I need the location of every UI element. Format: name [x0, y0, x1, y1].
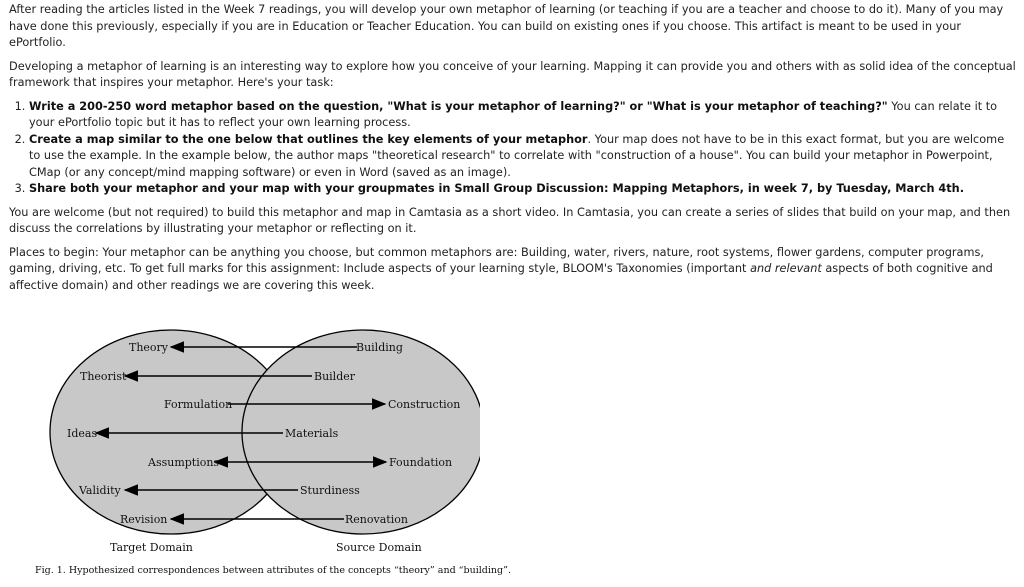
term-theorist: Theorist: [80, 370, 127, 383]
term-builder: Builder: [314, 370, 356, 383]
term-validity: Validity: [79, 484, 121, 497]
figure-caption: Fig. 1. Hypothesized correspondences between attributes of the concepts “theory” and “building”.: [35, 565, 511, 576]
places-text-2: aspects of both cognitive and affective domain) and other readings we are covering this week.: [9, 262, 993, 292]
term-construction: Construction: [388, 398, 461, 411]
task-item: [29, 181, 1017, 198]
source-domain-label: Source Domain: [336, 541, 422, 554]
task-bold: Write a 200-250 word metaphor based on the question, "What is your metaphor of learning?" or "What is your metaphor of teaching?": [29, 99, 888, 113]
task-rest: You can relate it to your ePortfolio topic but it has to reflect your own learning process.: [29, 99, 998, 129]
task-rest: . Your map does not have to be in this exact format, but you are welcome to use the example. In the example below, the author maps "theoretical research" to correlate with "construction of a house". You can build your metaphor in Powerpoint, CMap (or any concept/mind mapping software) or even in Word (saved as an image).: [29, 132, 1005, 179]
task-item: [29, 132, 1017, 182]
target-domain-label: Target Domain: [110, 541, 193, 554]
developing-paragraph: Developing a metaphor of learning is an interesting way to explore how you conceive of your learning. Mapping it can provide you and others with as solid idea of the conceptual framework that inspires your metaphor. Here's your task:: [9, 59, 1016, 89]
term-revision: Revision: [120, 513, 168, 526]
places-paragraph: [9, 245, 1017, 295]
term-foundation: Foundation: [389, 456, 453, 469]
task-bold: Share both your metaphor and your map with your groupmates in Small Group Discussion: Mapping Metaphors, in week 7, by Tuesday, March 4th.: [29, 182, 965, 195]
camtasia-paragraph: You are welcome (but not required) to build this metaphor and map in Camtasia as a short video. In Camtasia, you can create a series of slides that build on your map, and then discuss the correlations by illustrating your metaphor or reflecting on it.: [9, 205, 1011, 235]
term-theory: Theory: [129, 341, 169, 354]
term-ideas: Ideas: [67, 427, 98, 440]
places-text-1: Places to begin: Your metaphor can be anything you choose, but common metaphors are: Building, water, rivers, nature, root systems, flower gardens, computer programs, gaming, driving, etc. To get full marks for this assignment: Include aspects of your learning style, BLOOM's Taxonomies (important: [9, 245, 984, 275]
assignment-text: [9, 2, 1017, 301]
term-assumptions: Assumptions: [148, 456, 220, 469]
source-domain-circle: [242, 330, 480, 534]
term-building: Building: [356, 341, 403, 354]
places-italic: and relevant: [750, 262, 822, 275]
term-sturdiness: Sturdiness: [300, 484, 360, 497]
term-formulation: Formulation: [164, 398, 233, 411]
metaphor-map-diagram: [0, 328, 480, 564]
task-bold: Create a map similar to the one below that outlines the key elements of your metaphor: [29, 132, 588, 146]
task-list: [9, 99, 1017, 198]
task-item: [29, 99, 1017, 132]
term-renovation: Renovation: [345, 513, 408, 526]
term-materials: Materials: [285, 427, 339, 440]
intro-paragraph: After reading the articles listed in the Week 7 readings, you will develop your own metaphor of learning (or teaching if you are a teacher and choose to do it). Many of you may have done this previously, especially if you are in Education or Teacher Education. You can build on existing ones if you choose. This artifact is meant to be used in your ePortfolio.: [9, 3, 1004, 49]
